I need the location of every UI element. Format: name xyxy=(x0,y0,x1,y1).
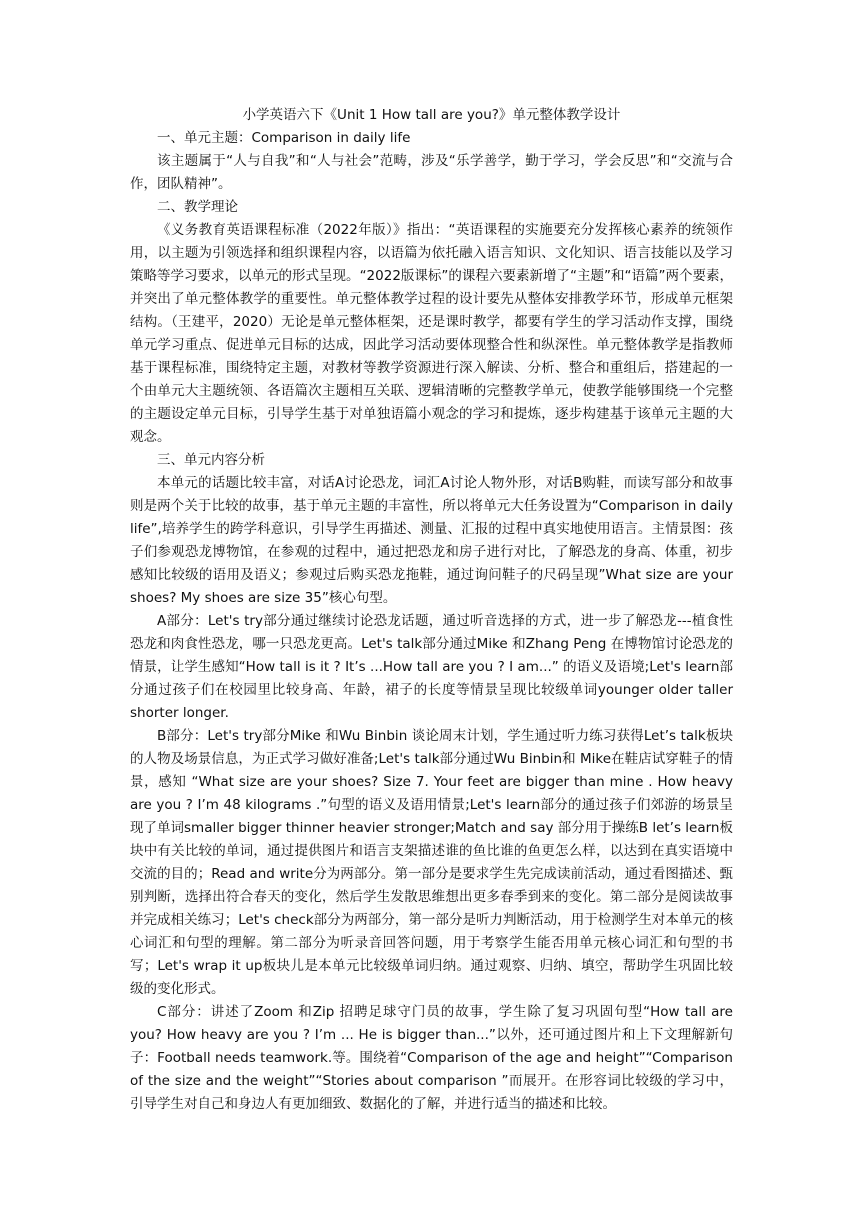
paragraph-part-c: C部分：讲述了Zoom 和Zip 招聘足球守门员的故事，学生除了复习巩固句型“How tall are you? How heavy are you ? I’m ... He is bigger than...”以外，还可通过图片和上下文理解新句子：Football needs teamwork.等。围绕着“Comparison of the age and height”“Comparison of the size and the weight”“Stories about comparison ”而展开。在形容词比较级的学习中，引导学生对自己和身边人有更加细致、数据化的了解，并进行适当的描述和比较。 xyxy=(130,1004,733,1112)
paragraph-part-a: A部分：Let's try部分通过继续讨论恐龙话题，通过听音选择的方式，进一步了解恐龙---植食性恐龙和肉食性恐龙，哪一只恐龙更高。Let's talk部分通过Mike 和Zhang Peng 在博物馆讨论恐龙的情景，让学生感知“How tall is it ? It’s ...How tall are you ? I am...” 的语义及语境;Let's learn部分通过孩子们在校园里比较身高、年龄，裙子的长度等情景呈现比较级单词younger older taller shorter longer. xyxy=(130,613,733,721)
paragraph-content-overview: 本单元的话题比较丰富，对话A讨论恐龙，词汇A讨论人物外形，对话B购鞋，而读写部分和故事则是两个关于比较的故事，基于单元主题的丰富性，所以将单元大任务设置为“Comparison in daily life”,培养学生的跨学科意识，引导学生再描述、测量、汇报的过程中真实地使用语言。主情景图：孩子们参观恐龙博物馆，在参观的过程中，通过把恐龙和房子进行对比，了解恐龙的身高、体重，初步感知比较级的语用及语义；参观过后购买恐龙拖鞋，通过询问鞋子的尺码呈现”What size are your shoes? My shoes are size 35”核心句型。 xyxy=(130,475,733,606)
section-heading-teaching-theory: 二、教学理论 xyxy=(157,199,238,215)
document-page xyxy=(130,104,733,1116)
paragraph-unit-theme: 该主题属于“人与自我”和“人与社会”范畴，涉及“乐学善学，勤于学习，学会反思”和“交流与合作，团队精神”。 xyxy=(130,153,733,192)
paragraph-teaching-theory: 《义务教育英语课程标准（2022年版）》指出：“英语课程的实施要充分发挥核心素养的统领作用，以主题为引领选择和组织课程内容，以语篇为依托融入语言知识、文化知识、语言技能以及学习策略等学习要求，以单元的形式呈现。“2022版课标”的课程六要素新增了“主题”和“语篇”两个要素，并突出了单元整体教学的重要性。单元整体教学过程的设计要先从整体安排教学环节，形成单元框架结构。（王建平，2020）无论是单元整体框架，还是课时教学，都要有学生的学习活动作支撑，围绕单元学习重点、促进单元目标的达成，因此学习活动要体现整合性和纵深性。单元整体教学是指教师基于课程标准，围绕特定主题，对教材等教学资源进行深入解读、分析、整合和重组后，搭建起的一个由单元大主题统领、各语篇次主题相互关联、逻辑清晰的完整教学单元，使教学能够围绕一个完整的主题设定单元目标，引导学生基于对单独语篇小观念的学习和提炼，逐步构建基于该单元主题的大观念。 xyxy=(130,222,733,445)
section-heading-content-analysis: 三、单元内容分析 xyxy=(157,452,265,468)
paragraph-part-b: B部分：Let's try部分Mike 和Wu Binbin 谈论周末计划，学生通过听力练习获得Let’s talk板块的人物及场景信息，为正式学习做好准备;Let's talk部分通过Wu Binbin和 Mike在鞋店试穿鞋子的情景，感知 “What size are your shoes? Size 7. Your feet are bigger than mine . How heavy are you ? I’m 48 kilograms .”句型的语义及语用情景;Let's learn部分的通过孩子们郊游的场景呈现了单词smaller bigger thinner heavier stronger;Match and say 部分用于操练B let’s learn板块中有关比较的单词，通过提供图片和语言支架描述谁的鱼比谁的鱼更怎么样，以达到在真实语境中交流的目的；Read and write分为两部分。第一部分是要求学生先完成读前活动，通过看图描述、甄别判断，选择出符合春天的变化，然后学生发散思维想出更多春季到来的变化。第二部分是阅读故事并完成相关练习；Let's check部分为两部分，第一部分是听力判断活动，用于检测学生对本单元的核心词汇和句型的理解。第二部分为听录音回答问题，用于考察学生能否用单元核心词汇和句型的书写；Let's wrap it up板块儿是本单元比较级单词归纳。通过观察、归纳、填空，帮助学生巩固比较级的变化形式。 xyxy=(130,728,733,997)
section-heading-unit-theme: 一、单元主题：Comparison in daily life xyxy=(157,130,411,146)
document-title: 小学英语六下《Unit 1 How tall are you?》单元整体教学设计 xyxy=(242,107,621,123)
